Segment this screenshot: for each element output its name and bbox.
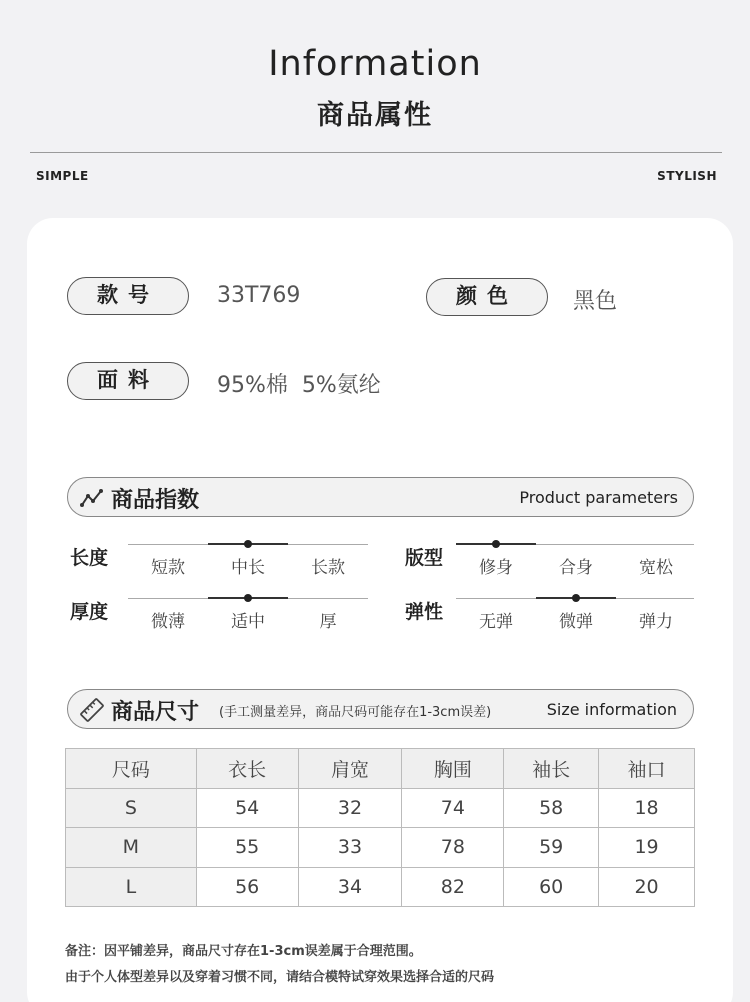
size-table (65, 748, 695, 907)
param-length-label: 长度 (70, 547, 109, 569)
header-sleeve: 袖长 (504, 749, 599, 789)
param-thickness-seg-0 (128, 598, 208, 599)
param-thickness-indicator (244, 594, 252, 602)
header-cuff: 袖口 (599, 749, 695, 789)
param-length-indicator (244, 540, 252, 548)
table-cell: 78 (402, 828, 504, 868)
fabric-value: 95%棉 5%氨纶 (217, 373, 381, 398)
table-cell: 58 (504, 788, 599, 828)
size-note: (手工测量差异，商品尺码可能存在1-3cm误差) (219, 705, 492, 720)
header-shoulder: 肩宽 (298, 749, 402, 789)
param-thickness-option: 厚 (319, 612, 337, 632)
style-no-label: 款号 (67, 277, 189, 315)
params-title: 商品指数 (111, 488, 200, 513)
trend-line-icon (80, 488, 104, 508)
param-fit-seg-2 (616, 544, 694, 545)
param-fit-option: 合身 (559, 558, 593, 578)
table-row (66, 867, 695, 907)
param-elasticity-seg-0 (456, 598, 536, 599)
header-size: 尺码 (66, 749, 197, 789)
table-row (66, 828, 695, 868)
size-title: 商品尺寸 (111, 700, 200, 725)
header-divider (30, 152, 722, 153)
param-elasticity-seg-2 (616, 598, 694, 599)
param-elasticity-label: 弹性 (405, 601, 444, 623)
note-line-1: 备注：因平铺差异，商品尺寸存在1-3cm误差属于合理范围。 (65, 944, 422, 959)
size-title-en: Size information (546, 700, 677, 719)
title-english: Information (268, 44, 482, 84)
table-cell: 32 (298, 788, 402, 828)
note-line-2: 由于个人体型差异以及穿着习惯不同，请结合模特试穿效果选择合适的尺码 (65, 970, 495, 985)
param-fit-seg-1 (536, 544, 616, 545)
param-fit-option: 宽松 (639, 558, 673, 578)
title-chinese: 商品属性 (317, 100, 433, 131)
param-fit-indicator (492, 540, 500, 548)
tag-simple: SIMPLE (36, 169, 89, 183)
size-cell: L (66, 867, 197, 907)
param-fit-option: 修身 (479, 558, 513, 578)
param-length-seg-2 (288, 544, 368, 545)
param-thickness-option: 微薄 (151, 612, 185, 632)
color-label: 颜色 (426, 278, 548, 316)
param-elasticity-option: 无弹 (479, 612, 513, 632)
size-table-header (66, 749, 695, 789)
param-length-option: 短款 (151, 558, 185, 578)
color-value: 黑色 (573, 289, 618, 314)
params-title-en: Product parameters (519, 488, 678, 507)
style-no-value: 33T769 (217, 283, 301, 308)
table-cell: 82 (402, 867, 504, 907)
table-cell: 55 (196, 828, 298, 868)
param-thickness-seg-2 (288, 598, 368, 599)
table-cell: 33 (298, 828, 402, 868)
param-length-option: 长款 (311, 558, 345, 578)
table-cell: 56 (196, 867, 298, 907)
tag-stylish: STYLISH (657, 169, 717, 183)
table-row (66, 788, 695, 828)
param-length-option: 中长 (231, 558, 265, 578)
param-elasticity-indicator (572, 594, 580, 602)
table-cell: 74 (402, 788, 504, 828)
table-cell: 59 (504, 828, 599, 868)
param-elasticity-option: 微弹 (559, 612, 593, 632)
fabric-label: 面料 (67, 362, 189, 400)
table-cell: 19 (599, 828, 695, 868)
size-cell: S (66, 788, 197, 828)
param-length-seg-0 (128, 544, 208, 545)
header-length: 衣长 (196, 749, 298, 789)
param-thickness-option: 适中 (231, 612, 265, 632)
size-cell: M (66, 828, 197, 868)
param-thickness-label: 厚度 (70, 601, 109, 623)
param-fit-label: 版型 (405, 547, 444, 569)
header-chest: 胸围 (402, 749, 504, 789)
table-cell: 34 (298, 867, 402, 907)
ruler-icon (79, 697, 105, 723)
param-elasticity-option: 弹力 (639, 612, 673, 632)
table-cell: 60 (504, 867, 599, 907)
table-cell: 20 (599, 867, 695, 907)
table-cell: 54 (196, 788, 298, 828)
table-cell: 18 (599, 788, 695, 828)
